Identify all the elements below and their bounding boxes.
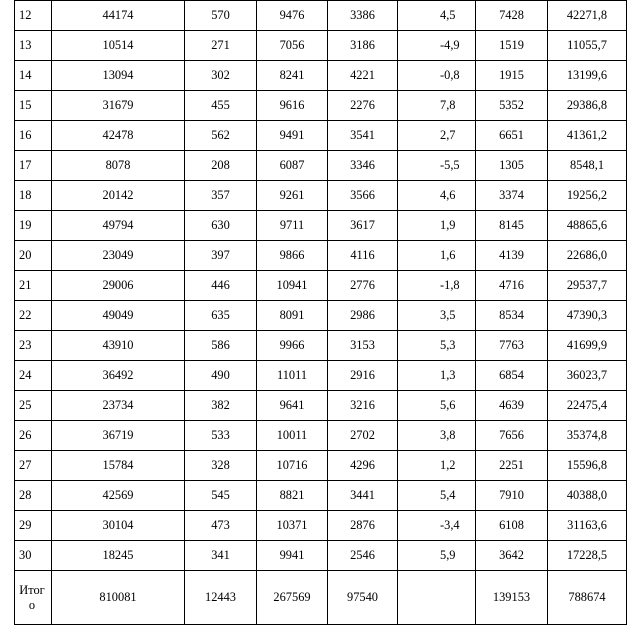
cell: 1519 xyxy=(476,31,548,61)
cell: 3,8 xyxy=(398,421,476,451)
cell: 8241 xyxy=(257,61,328,91)
cell: 4139 xyxy=(476,241,548,271)
table-row xyxy=(15,61,627,91)
cell: 11011 xyxy=(257,361,328,391)
table-row xyxy=(15,511,627,541)
cell: 1,6 xyxy=(398,241,476,271)
row-number: 15 xyxy=(15,91,52,121)
cell: 1,2 xyxy=(398,451,476,481)
cell: 36492 xyxy=(52,361,185,391)
row-number: 21 xyxy=(15,271,52,301)
table-row xyxy=(15,391,627,421)
cell: -4,9 xyxy=(398,31,476,61)
cell: 562 xyxy=(185,121,257,151)
table-body xyxy=(15,1,627,625)
cell: 1,9 xyxy=(398,211,476,241)
table-row xyxy=(15,271,627,301)
cell: -3,4 xyxy=(398,511,476,541)
cell: 10514 xyxy=(52,31,185,61)
cell: 18245 xyxy=(52,541,185,571)
cell: 20142 xyxy=(52,181,185,211)
cell: 6108 xyxy=(476,511,548,541)
cell: 11055,7 xyxy=(548,31,627,61)
row-number: 28 xyxy=(15,481,52,511)
cell: -5,5 xyxy=(398,151,476,181)
cell: 31163,6 xyxy=(548,511,627,541)
cell: 9941 xyxy=(257,541,328,571)
cell: 8145 xyxy=(476,211,548,241)
cell: 23734 xyxy=(52,391,185,421)
cell: 3441 xyxy=(328,481,398,511)
row-number: 26 xyxy=(15,421,52,451)
cell: 30104 xyxy=(52,511,185,541)
cell: 3374 xyxy=(476,181,548,211)
cell: 382 xyxy=(185,391,257,421)
table-row xyxy=(15,481,627,511)
table-row xyxy=(15,181,627,211)
cell: 4639 xyxy=(476,391,548,421)
cell: 10011 xyxy=(257,421,328,451)
cell: 2776 xyxy=(328,271,398,301)
total-cell: 788674 xyxy=(548,571,627,625)
cell: -1,8 xyxy=(398,271,476,301)
cell: 8821 xyxy=(257,481,328,511)
cell: 302 xyxy=(185,61,257,91)
cell: 31679 xyxy=(52,91,185,121)
total-row xyxy=(15,571,627,625)
cell: 3566 xyxy=(328,181,398,211)
cell: 9966 xyxy=(257,331,328,361)
row-number: 13 xyxy=(15,31,52,61)
cell: 630 xyxy=(185,211,257,241)
cell: 7910 xyxy=(476,481,548,511)
cell: 5,9 xyxy=(398,541,476,571)
cell: 29537,7 xyxy=(548,271,627,301)
total-label: Итого xyxy=(19,582,45,612)
cell: 10716 xyxy=(257,451,328,481)
cell: 23049 xyxy=(52,241,185,271)
cell: 6651 xyxy=(476,121,548,151)
row-number: 23 xyxy=(15,331,52,361)
cell: 208 xyxy=(185,151,257,181)
cell: 4,5 xyxy=(398,1,476,31)
cell: 533 xyxy=(185,421,257,451)
cell: 9616 xyxy=(257,91,328,121)
row-number: 18 xyxy=(15,181,52,211)
cell: 35374,8 xyxy=(548,421,627,451)
row-number: 19 xyxy=(15,211,52,241)
cell: 7,8 xyxy=(398,91,476,121)
row-number: 25 xyxy=(15,391,52,421)
total-cell: 12443 xyxy=(185,571,257,625)
table-row xyxy=(15,421,627,451)
cell: 44174 xyxy=(52,1,185,31)
row-number: 12 xyxy=(15,1,52,31)
cell: 2251 xyxy=(476,451,548,481)
cell: 3642 xyxy=(476,541,548,571)
cell: 2546 xyxy=(328,541,398,571)
cell: 341 xyxy=(185,541,257,571)
cell: 446 xyxy=(185,271,257,301)
row-number: 16 xyxy=(15,121,52,151)
row-number: 27 xyxy=(15,451,52,481)
cell: 8091 xyxy=(257,301,328,331)
cell: 41361,2 xyxy=(548,121,627,151)
cell: 1305 xyxy=(476,151,548,181)
cell: 3541 xyxy=(328,121,398,151)
cell: 2916 xyxy=(328,361,398,391)
table-row xyxy=(15,361,627,391)
cell: 2,7 xyxy=(398,121,476,151)
cell: 9261 xyxy=(257,181,328,211)
cell: 7428 xyxy=(476,1,548,31)
cell: 9641 xyxy=(257,391,328,421)
table-row xyxy=(15,301,627,331)
cell: 29386,8 xyxy=(548,91,627,121)
row-number: 20 xyxy=(15,241,52,271)
cell: 2276 xyxy=(328,91,398,121)
table-row xyxy=(15,91,627,121)
table-row xyxy=(15,541,627,571)
cell: 9476 xyxy=(257,1,328,31)
cell: 473 xyxy=(185,511,257,541)
cell: 3346 xyxy=(328,151,398,181)
cell: 36023,7 xyxy=(548,361,627,391)
row-number: 17 xyxy=(15,151,52,181)
cell: 17228,5 xyxy=(548,541,627,571)
table-row xyxy=(15,241,627,271)
total-cell-empty xyxy=(398,571,476,625)
cell: 9491 xyxy=(257,121,328,151)
cell: 490 xyxy=(185,361,257,391)
cell: 49049 xyxy=(52,301,185,331)
cell: 2702 xyxy=(328,421,398,451)
row-number: 24 xyxy=(15,361,52,391)
cell: -0,8 xyxy=(398,61,476,91)
cell: 15596,8 xyxy=(548,451,627,481)
cell: 13199,6 xyxy=(548,61,627,91)
row-number: 30 xyxy=(15,541,52,571)
cell: 1,3 xyxy=(398,361,476,391)
cell: 43910 xyxy=(52,331,185,361)
cell: 3186 xyxy=(328,31,398,61)
data-table xyxy=(14,0,627,625)
cell: 29006 xyxy=(52,271,185,301)
cell: 19256,2 xyxy=(548,181,627,211)
cell: 5,4 xyxy=(398,481,476,511)
cell: 586 xyxy=(185,331,257,361)
cell: 3386 xyxy=(328,1,398,31)
cell: 7763 xyxy=(476,331,548,361)
total-cell: 810081 xyxy=(52,571,185,625)
cell: 49794 xyxy=(52,211,185,241)
cell: 13094 xyxy=(52,61,185,91)
cell: 1915 xyxy=(476,61,548,91)
cell: 2876 xyxy=(328,511,398,541)
cell: 36719 xyxy=(52,421,185,451)
cell: 40388,0 xyxy=(548,481,627,511)
cell: 48865,6 xyxy=(548,211,627,241)
total-cell: 139153 xyxy=(476,571,548,625)
cell: 3153 xyxy=(328,331,398,361)
cell: 635 xyxy=(185,301,257,331)
cell: 8078 xyxy=(52,151,185,181)
cell: 10371 xyxy=(257,511,328,541)
table-row xyxy=(15,121,627,151)
cell: 22686,0 xyxy=(548,241,627,271)
table-row xyxy=(15,151,627,181)
cell: 9866 xyxy=(257,241,328,271)
total-cell: 97540 xyxy=(328,571,398,625)
cell: 10941 xyxy=(257,271,328,301)
cell: 6854 xyxy=(476,361,548,391)
cell: 5,3 xyxy=(398,331,476,361)
cell: 8548,1 xyxy=(548,151,627,181)
cell: 357 xyxy=(185,181,257,211)
cell: 5,6 xyxy=(398,391,476,421)
cell: 6087 xyxy=(257,151,328,181)
cell: 7056 xyxy=(257,31,328,61)
cell: 42271,8 xyxy=(548,1,627,31)
cell: 5352 xyxy=(476,91,548,121)
cell: 455 xyxy=(185,91,257,121)
cell: 15784 xyxy=(52,451,185,481)
cell: 22475,4 xyxy=(548,391,627,421)
table-row xyxy=(15,1,627,31)
cell: 9711 xyxy=(257,211,328,241)
table-row xyxy=(15,211,627,241)
cell: 4716 xyxy=(476,271,548,301)
cell: 328 xyxy=(185,451,257,481)
cell: 3617 xyxy=(328,211,398,241)
cell: 47390,3 xyxy=(548,301,627,331)
total-cell: 267569 xyxy=(257,571,328,625)
cell: 570 xyxy=(185,1,257,31)
cell: 4116 xyxy=(328,241,398,271)
cell: 3216 xyxy=(328,391,398,421)
table-row xyxy=(15,31,627,61)
row-number: 22 xyxy=(15,301,52,331)
cell: 41699,9 xyxy=(548,331,627,361)
table-row xyxy=(15,331,627,361)
cell: 4296 xyxy=(328,451,398,481)
cell: 3,5 xyxy=(398,301,476,331)
row-number: 14 xyxy=(15,61,52,91)
cell: 397 xyxy=(185,241,257,271)
cell: 2986 xyxy=(328,301,398,331)
cell: 7656 xyxy=(476,421,548,451)
cell: 8534 xyxy=(476,301,548,331)
total-label-cell xyxy=(15,571,52,625)
table-row xyxy=(15,451,627,481)
cell: 42478 xyxy=(52,121,185,151)
cell: 271 xyxy=(185,31,257,61)
cell: 545 xyxy=(185,481,257,511)
row-number: 29 xyxy=(15,511,52,541)
cell: 4,6 xyxy=(398,181,476,211)
cell: 4221 xyxy=(328,61,398,91)
cell: 42569 xyxy=(52,481,185,511)
